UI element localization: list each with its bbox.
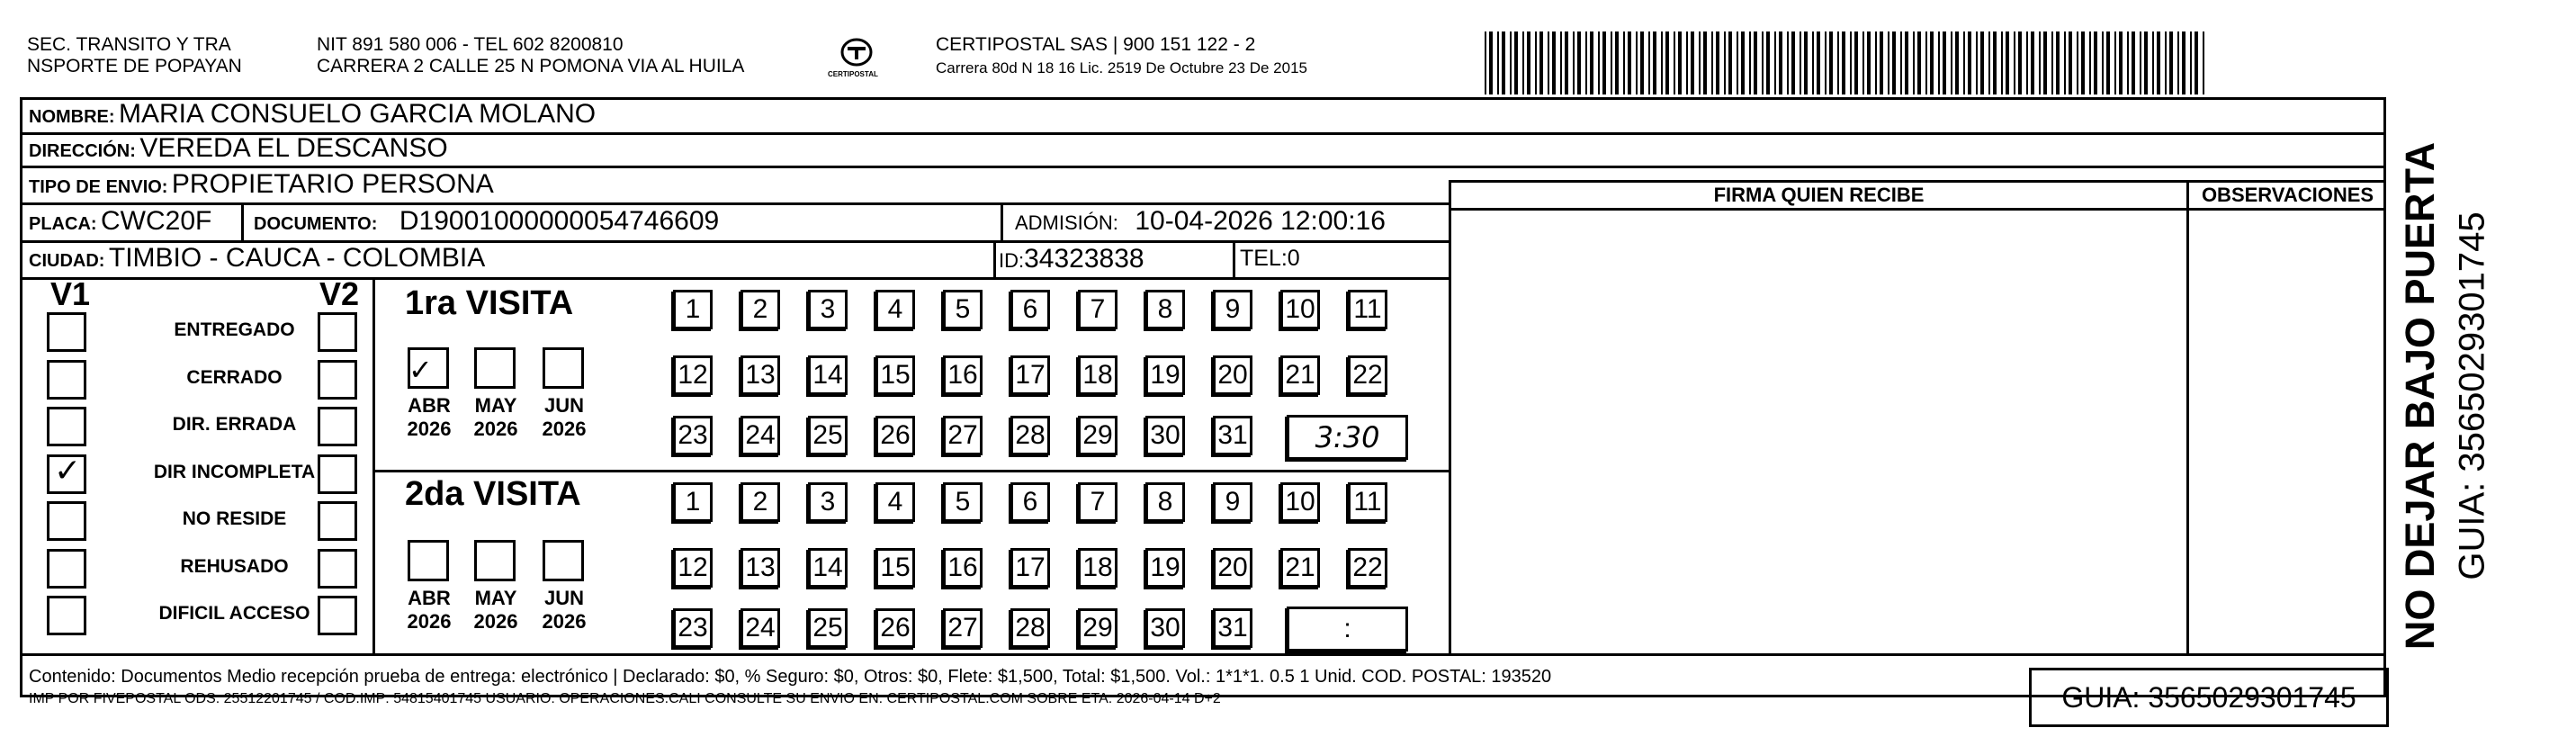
documento-field: [254, 206, 719, 237]
day-box[interactable]: 23: [673, 416, 713, 455]
footer-guia: GUIA: 3565029301745: [2061, 681, 2356, 714]
barcode-bar: [1678, 31, 1682, 94]
status-label: NO RESIDE: [182, 508, 287, 529]
barcode-bar: [1749, 31, 1751, 94]
logo-text: CERTIPOSTAL: [828, 70, 878, 78]
ciudad-field: [29, 243, 485, 274]
barcode-bar: [2157, 31, 2160, 94]
month-year: 2026: [473, 418, 518, 440]
day-box[interactable]: 19: [1145, 355, 1185, 395]
id-label: ID:: [999, 249, 1025, 272]
day-box[interactable]: 29: [1078, 608, 1117, 648]
barcode-bar: [1955, 31, 1959, 94]
month-name: JUN: [543, 394, 584, 417]
barcode-bar: [1875, 31, 1877, 94]
tel-label: TEL:: [1240, 246, 1288, 271]
day-box[interactable]: 30: [1145, 416, 1185, 455]
barcode-bar: [1817, 31, 1820, 94]
sender-address: CARRERA 2 CALLE 25 N POMONA VIA AL HUILA: [317, 56, 745, 76]
firma-header: FIRMA QUIEN RECIBE: [1713, 184, 1925, 206]
admision-field: [1015, 206, 1386, 237]
barcode-bar: [1862, 31, 1864, 94]
day-box[interactable]: 24: [740, 416, 780, 455]
day-box[interactable]: 25: [808, 416, 848, 455]
day-box[interactable]: 24: [740, 608, 780, 648]
day-box[interactable]: 16: [943, 548, 983, 588]
barcode-bar: [1925, 31, 1927, 94]
barcode-bar: [1888, 31, 1889, 94]
nombre-label: NOMBRE:: [29, 107, 115, 127]
status-checkbox-v2[interactable]: [318, 454, 357, 494]
placa-field: [29, 206, 211, 237]
day-box[interactable]: 31: [1213, 416, 1252, 455]
day-box[interactable]: 15: [875, 548, 915, 588]
day-box[interactable]: 22: [1348, 548, 1387, 588]
barcode-bar: [2195, 31, 2198, 94]
month-year: 2026: [407, 610, 452, 633]
day-box[interactable]: 18: [1078, 548, 1117, 588]
day-box[interactable]: 1: [673, 482, 713, 522]
day-box[interactable]: 20: [1213, 548, 1252, 588]
day-box[interactable]: 26: [875, 416, 915, 455]
sender-contact: [317, 34, 744, 77]
barcode-bar: [2056, 31, 2060, 94]
month-checkbox[interactable]: [474, 540, 516, 581]
direccion-label: DIRECCIÓN:: [29, 141, 136, 161]
barcode-bar: [1548, 31, 1549, 94]
month-checkbox[interactable]: [543, 540, 584, 581]
barcode-bar: [1938, 31, 1940, 94]
day-box[interactable]: 26: [875, 608, 915, 648]
direccion-value: VEREDA EL DESCANSO: [139, 133, 448, 163]
day-box[interactable]: 20: [1213, 355, 1252, 395]
barcode-bar: [1993, 31, 1997, 94]
status-label: ENTREGADO: [174, 319, 295, 340]
barcode-bar: [2169, 31, 2173, 94]
barcode-bar: [1963, 31, 1965, 94]
barcode-bar: [2001, 31, 2003, 94]
barcode-bar: [1968, 31, 1971, 94]
tipo-envio-value: PROPIETARIO PERSONA: [171, 169, 494, 199]
barcode-bar: [2077, 31, 2078, 94]
placa-label: PLACA:: [29, 214, 97, 234]
barcode-bar: [1489, 31, 1493, 94]
barcode-bar: [1577, 31, 1581, 94]
barcode-bar: [1842, 31, 1845, 94]
barcode-bar: [1602, 31, 1606, 94]
barcode-bar: [1867, 31, 1871, 94]
barcode-bar: [2026, 31, 2028, 94]
barcode-bar: [1535, 31, 1537, 94]
status-checkbox-v1[interactable]: [47, 407, 86, 446]
barcode-bar: [1804, 31, 1808, 94]
day-box[interactable]: 6: [1010, 290, 1050, 329]
tel-value: 0: [1287, 246, 1300, 271]
v1-label: V1: [50, 275, 91, 312]
tipo-envio-field: [29, 169, 494, 200]
barcode-bar: [1497, 31, 1499, 94]
barcode-bar: [1510, 31, 1512, 94]
barcode-bar: [2051, 31, 2053, 94]
day-box[interactable]: 3: [808, 482, 848, 522]
barcode-bar: [1552, 31, 1556, 94]
barcode-bar: [2127, 31, 2129, 94]
documento-label: DOCUMENTO:: [254, 214, 378, 234]
barcode-bar: [1648, 31, 1650, 94]
barcode-bar: [1522, 31, 1524, 94]
barcode-bar: [1837, 31, 1839, 94]
barcode-bar: [2140, 31, 2141, 94]
status-checkbox-v1[interactable]: [47, 596, 86, 635]
barcode-bar: [2006, 31, 2009, 94]
day-box[interactable]: 17: [1010, 548, 1050, 588]
month-mark: ✓: [408, 353, 433, 387]
barcode-bar: [1787, 31, 1789, 94]
day-box[interactable]: 22: [1348, 355, 1387, 395]
day-box[interactable]: 23: [673, 608, 713, 648]
firma-area[interactable]: [1451, 211, 2186, 653]
company-line-2: Carrera 80d N 18 16 Lic. 2519 De Octubre 23 De 2015: [936, 59, 1307, 76]
barcode-bar: [1653, 31, 1656, 94]
day-box[interactable]: 7: [1078, 290, 1117, 329]
barcode-bar: [1623, 31, 1625, 94]
barcode-bar: [1892, 31, 1896, 94]
second-visit-title: 2da VISITA: [405, 475, 581, 513]
barcode-bar: [1779, 31, 1782, 94]
barcode-bar: [1724, 31, 1726, 94]
barcode-bar: [1943, 31, 1946, 94]
barcode-bar: [1880, 31, 1883, 94]
barcode-bar: [2165, 31, 2167, 94]
barcode-bar: [1905, 31, 1908, 94]
observaciones-area[interactable]: [2189, 211, 2386, 653]
company-line-1: CERTIPOSTAL SAS | 900 151 122 - 2: [936, 34, 1256, 55]
status-label: REHUSADO: [180, 556, 289, 577]
day-box[interactable]: 8: [1145, 482, 1185, 522]
barcode-bar: [2102, 31, 2104, 94]
first-visit-time[interactable]: 3:30: [1287, 415, 1408, 460]
barcode-bar: [1741, 31, 1745, 94]
barcode-bar: [1661, 31, 1663, 94]
month-name: JUN: [543, 587, 584, 609]
month-name: MAY: [474, 394, 517, 417]
status-label: DIFICIL ACCESO: [158, 603, 310, 624]
direccion-field: [29, 133, 448, 164]
barcode-bar: [2039, 31, 2041, 94]
side-warning: NO DEJAR BAJO PUERTA: [2397, 141, 2443, 651]
day-box[interactable]: 18: [1078, 355, 1117, 395]
barcode-bar: [1930, 31, 1934, 94]
barcode-bar: [2089, 31, 2091, 94]
barcode-bar: [1850, 31, 1852, 94]
barcode-bar: [1829, 31, 1833, 94]
status-label: CERRADO: [186, 367, 283, 388]
barcode-bar: [2018, 31, 2022, 94]
sender-line-2: NSPORTE DE POPAYAN: [27, 56, 242, 76]
admision-value: 10-04-2026 12:00:16: [1135, 206, 1386, 236]
barcode-bar: [1636, 31, 1638, 94]
day-box[interactable]: 9: [1213, 290, 1252, 329]
barcode-bar: [2094, 31, 2097, 94]
day-box[interactable]: 3: [808, 290, 848, 329]
day-box[interactable]: 12: [673, 548, 713, 588]
barcode-bar: [2182, 31, 2186, 94]
barcode-bar: [1951, 31, 1952, 94]
certipostal-logo: [821, 32, 893, 88]
day-box[interactable]: 4: [875, 482, 915, 522]
barcode-bar: [1640, 31, 1644, 94]
month-name: ABR: [408, 587, 451, 609]
documento-value: D19001000000054746609: [399, 206, 720, 236]
barcode-bar: [1976, 31, 1978, 94]
id-field: [999, 244, 1144, 274]
day-box[interactable]: 8: [1145, 290, 1185, 329]
month-name: ABR: [408, 394, 451, 417]
day-box[interactable]: 5: [943, 290, 983, 329]
day-box[interactable]: 7: [1078, 482, 1117, 522]
barcode-bar: [2203, 31, 2204, 94]
observaciones-header: OBSERVACIONES: [2201, 184, 2374, 206]
barcode-bar: [1791, 31, 1795, 94]
day-box[interactable]: 10: [1280, 482, 1320, 522]
day-box[interactable]: 6: [1010, 482, 1050, 522]
status-label: DIR INCOMPLETA: [153, 462, 316, 482]
barcode-bar: [2114, 31, 2116, 94]
v2-label: V2: [319, 275, 360, 312]
month-checkbox[interactable]: [474, 347, 516, 389]
barcode-bar: [2081, 31, 2085, 94]
day-box[interactable]: 28: [1010, 416, 1050, 455]
day-box[interactable]: 19: [1145, 548, 1185, 588]
status-checkbox-v1[interactable]: [47, 360, 86, 400]
barcode-bar: [1485, 31, 1486, 94]
barcode-bar: [2119, 31, 2123, 94]
barcode-bar: [1502, 31, 1505, 94]
day-box[interactable]: 13: [740, 548, 780, 588]
barcode-bar: [2177, 31, 2179, 94]
barcode-bar: [1615, 31, 1619, 94]
day-box[interactable]: 21: [1280, 548, 1320, 588]
barcode-bar: [1988, 31, 1990, 94]
barcode-bar: [1711, 31, 1713, 94]
day-box[interactable]: 10: [1280, 290, 1320, 329]
barcode-bar: [1754, 31, 1757, 94]
day-box[interactable]: 9: [1213, 482, 1252, 522]
barcode-bar: [2031, 31, 2034, 94]
barcode-bar: [2043, 31, 2047, 94]
day-box[interactable]: 15: [875, 355, 915, 395]
ciudad-value: TIMBIO - CAUCA - COLOMBIA: [108, 243, 486, 273]
tipo-envio-label: TIPO DE ENVIO:: [29, 177, 168, 197]
check-mark: ✓: [54, 453, 82, 490]
barcode-bar: [2132, 31, 2135, 94]
day-box[interactable]: 1: [673, 290, 713, 329]
day-box[interactable]: 27: [943, 416, 983, 455]
barcode-bar: [2014, 31, 2015, 94]
day-box[interactable]: 2: [740, 482, 780, 522]
barcode-bar: [1854, 31, 1858, 94]
barcode-bar: [2190, 31, 2192, 94]
month-year: 2026: [473, 610, 518, 633]
day-box[interactable]: 29: [1078, 416, 1117, 455]
footer-print-info: IMP POR FIVEPOSTAL ODS: 25512201745 / COD.IMP: 54815401745 USUARIO: OPERACIONES.CALI CONSULTE SU ENVIO EN: CERTIPOSTAL.COM SOBRE ETA: 2026-04-14 D+2: [29, 691, 1221, 706]
barcode-bar: [1900, 31, 1902, 94]
barcode-bar: [1716, 31, 1719, 94]
status-checkbox-v2[interactable]: [318, 501, 357, 541]
month-year: 2026: [407, 418, 452, 440]
nombre-value: MARIA CONSUELO GARCIA MOLANO: [119, 99, 597, 129]
day-box[interactable]: 2: [740, 290, 780, 329]
barcode-bar: [1980, 31, 1984, 94]
status-checkbox-v2[interactable]: [318, 360, 357, 400]
barcode-bar: [2144, 31, 2148, 94]
month-year: 2026: [542, 418, 587, 440]
sender-line-1: SEC. TRANSITO Y TRA: [27, 34, 231, 55]
status-checkbox-v2[interactable]: [318, 596, 357, 635]
barcode-bar: [1913, 31, 1915, 94]
barcode-bar: [1703, 31, 1707, 94]
barcode-bar: [1611, 31, 1612, 94]
status-checkbox-v1[interactable]: [47, 549, 86, 589]
day-box[interactable]: 30: [1145, 608, 1185, 648]
day-box[interactable]: 14: [808, 355, 848, 395]
day-box[interactable]: 16: [943, 355, 983, 395]
barcode-bar: [1598, 31, 1600, 94]
barcode-bar: [1573, 31, 1575, 94]
status-checkbox-v1[interactable]: [47, 312, 86, 352]
barcode-bar: [1800, 31, 1801, 94]
day-box[interactable]: 28: [1010, 608, 1050, 648]
barcode: [1485, 31, 2213, 94]
day-box[interactable]: 14: [808, 548, 848, 588]
barcode-bar: [1527, 31, 1530, 94]
placa-value: CWC20F: [101, 206, 212, 236]
barcode-bar: [1728, 31, 1732, 94]
barcode-bar: [1514, 31, 1518, 94]
first-visit-title: 1ra VISITA: [405, 284, 574, 322]
day-box[interactable]: 27: [943, 608, 983, 648]
day-box[interactable]: 11: [1348, 482, 1387, 522]
barcode-bar: [1686, 31, 1688, 94]
barcode-bar: [1774, 31, 1776, 94]
barcode-bar: [2152, 31, 2154, 94]
day-box[interactable]: 13: [740, 355, 780, 395]
status-checkbox-v2[interactable]: [318, 549, 357, 589]
barcode-bar: [1628, 31, 1631, 94]
day-box[interactable]: 5: [943, 482, 983, 522]
admision-label: ADMISIÓN:: [1015, 211, 1118, 234]
ciudad-label: CIUDAD:: [29, 251, 105, 271]
barcode-bar: [1766, 31, 1770, 94]
id-value: 34323838: [1024, 244, 1144, 274]
company-info: [936, 34, 1307, 77]
day-box[interactable]: 25: [808, 608, 848, 648]
sender-nit: NIT 891 580 006 - TEL 602 8200810: [317, 34, 624, 55]
day-box[interactable]: 21: [1280, 355, 1320, 395]
sender-name: [27, 34, 242, 77]
month-year: 2026: [542, 610, 587, 633]
barcode-bar: [1691, 31, 1694, 94]
tel-field: [1240, 246, 1300, 272]
status-label: DIR. ERRADA: [172, 414, 297, 435]
day-box[interactable]: 4: [875, 290, 915, 329]
status-checkbox-v2[interactable]: [318, 312, 357, 352]
footer-content: Contenido: Documentos Medio recepción prueba de entrega: electrónico | Declarado: $0, % Seguro: $0, Otros: $0, Flete: $1,500, Total: $1,500. Vol.: 1*1*1. 0.5 1 Unid. COD. POSTAL: 193520: [29, 667, 1552, 687]
barcode-bar: [2106, 31, 2110, 94]
barcode-bar: [1674, 31, 1675, 94]
status-checkbox-v2[interactable]: [318, 407, 357, 446]
status-checkbox-v1[interactable]: [47, 501, 86, 541]
barcode-bar: [1565, 31, 1568, 94]
barcode-bar: [2064, 31, 2066, 94]
barcode-bar: [1585, 31, 1587, 94]
day-box[interactable]: 11: [1348, 290, 1387, 329]
month-checkbox[interactable]: [408, 540, 449, 581]
nombre-field: [29, 99, 596, 130]
barcode-bar: [1560, 31, 1562, 94]
barcode-bar: [1539, 31, 1543, 94]
month-name: MAY: [474, 587, 517, 609]
barcode-bar: [1665, 31, 1669, 94]
barcode-bar: [1699, 31, 1701, 94]
day-box[interactable]: 17: [1010, 355, 1050, 395]
day-box[interactable]: 12: [673, 355, 713, 395]
barcode-bar: [1812, 31, 1814, 94]
barcode-bar: [1737, 31, 1738, 94]
barcode-bar: [1590, 31, 1593, 94]
month-checkbox[interactable]: [543, 347, 584, 389]
second-visit-time[interactable]: :: [1287, 607, 1408, 652]
barcode-bar: [1917, 31, 1921, 94]
barcode-bar: [2069, 31, 2072, 94]
side-guia: GUIA: 3565029301745: [2452, 211, 2492, 580]
barcode-bar: [1825, 31, 1827, 94]
barcode-bar: [1762, 31, 1764, 94]
day-box[interactable]: 31: [1213, 608, 1252, 648]
